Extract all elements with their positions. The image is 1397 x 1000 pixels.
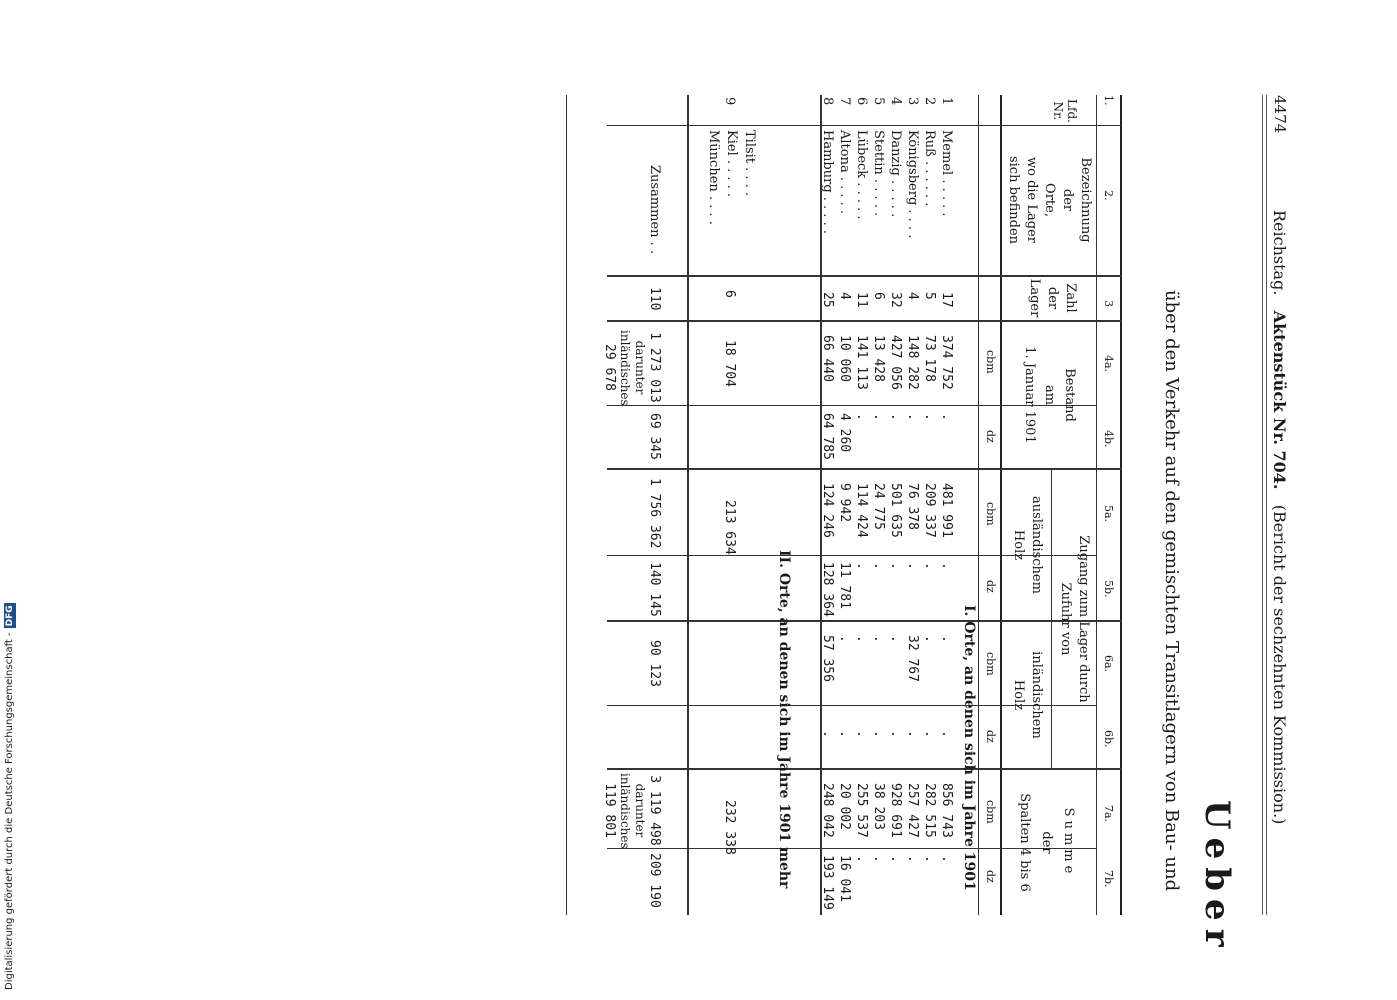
total-label: Zusammen . . xyxy=(647,165,662,255)
header-rule xyxy=(1266,95,1267,915)
row-1-c7b: . xyxy=(939,855,954,863)
row-2-c7b: . xyxy=(922,855,937,863)
row-1-c4a: 374 752 xyxy=(939,335,954,390)
row-4-c4a: 427 056 xyxy=(888,335,903,390)
row-3-c5b: . xyxy=(905,562,920,570)
total-4a xyxy=(602,330,662,405)
hdr-bezeichnung xyxy=(1004,130,1094,270)
total-4b: 69 345 xyxy=(647,413,662,460)
row-3-c6b: . xyxy=(905,730,920,738)
row-3-c5a: 76 378 xyxy=(905,483,920,530)
unit-4a: cbm xyxy=(984,350,997,374)
row-8-c7b: 193 149 xyxy=(820,855,835,910)
hdr-zugang-2: Zufuhr von xyxy=(1058,582,1073,656)
row-5-zahl: 6 xyxy=(871,292,886,300)
running-head-left: Reichstag. xyxy=(1270,210,1289,296)
total-6a: 90 123 xyxy=(647,640,662,687)
row-8-c5a: 124 246 xyxy=(820,483,835,538)
unit-7a: cbm xyxy=(984,800,997,824)
row-7-c6b: . xyxy=(837,730,852,738)
hdr-lager: Lager xyxy=(1027,278,1042,318)
colnum-4b: 4b. xyxy=(1102,430,1115,448)
row-6-zahl: 11 xyxy=(854,292,869,308)
running-head-doc: Aktenstück Nr. 704. xyxy=(1270,310,1289,490)
hdr-inlaendisch xyxy=(1009,622,1045,768)
total-4a-value: 1 273 013 xyxy=(647,332,662,403)
row-8-place: Hamburg . . . . . xyxy=(820,130,835,234)
row-2-c5a: 209 337 xyxy=(922,483,937,538)
row-7-nr: 7 xyxy=(837,97,852,106)
hdr-zahl-lager xyxy=(1025,276,1079,320)
row-1-c5b: . xyxy=(939,562,954,570)
row-2-c6b: . xyxy=(922,730,937,738)
row-4-c6a: . xyxy=(888,635,903,643)
running-head-report: (Bericht der sechzehnten Kommission.) xyxy=(1270,504,1289,825)
hdr-auslaendisch xyxy=(1009,470,1045,620)
row-4-c4b: . xyxy=(888,413,903,421)
row-9-5a: 213 634 xyxy=(722,500,737,555)
row-1-zahl: 17 xyxy=(939,292,954,308)
table-top-rule xyxy=(1120,95,1122,915)
colnum-3: 3 xyxy=(1102,300,1115,307)
row-8-c6a: 57 356 xyxy=(820,635,835,682)
colnum-7a: 7a. xyxy=(1102,805,1115,823)
row-5-c6b: . xyxy=(871,730,886,738)
hdr-zahl: Zahl xyxy=(1063,283,1078,313)
hdr-bestand-3: 1. Januar 1901 xyxy=(1022,346,1037,444)
colnum-7b: 7b. xyxy=(1102,870,1115,888)
title-sub: über den Verkehr auf den gemischten Transitlagern von Bau- und xyxy=(1161,290,1182,892)
hdr-summe xyxy=(1013,770,1079,915)
colnum-rule xyxy=(1096,95,1097,915)
row-2-c6a: . xyxy=(922,635,937,643)
colnum-4a: 4a. xyxy=(1102,355,1115,373)
hdr-summe-3: Spalten 4 bis 6 xyxy=(1017,793,1032,892)
row-5-c6a: . xyxy=(871,635,886,643)
row-4-c5a: 501 635 xyxy=(888,483,903,538)
hdr-inl-1: inländischem xyxy=(1029,651,1044,739)
row-3-zahl: 4 xyxy=(905,292,920,300)
row-9-zahl: 6 xyxy=(722,290,737,298)
row-1-c6b: . xyxy=(939,730,954,738)
header-rule-2 xyxy=(1262,95,1263,915)
row-4-nr: 4 xyxy=(888,97,903,106)
unit-7b: dz xyxy=(984,870,997,883)
row-2-c4b: . xyxy=(922,413,937,421)
colnum-1: 1. xyxy=(1102,95,1115,106)
vrule-1 xyxy=(607,125,1122,126)
hdr-bez-4: wo die Lager xyxy=(1024,156,1039,243)
row-8-nr: 8 xyxy=(820,97,835,106)
row-2-c7a: 282 515 xyxy=(922,783,937,838)
row-2-nr: 2 xyxy=(922,97,937,106)
row-2-c4a: 73 178 xyxy=(922,335,937,382)
hdr-bestand xyxy=(1019,322,1079,468)
row-6-c7a: 255 537 xyxy=(854,783,869,838)
row-6-c5b: . xyxy=(854,562,869,570)
row-7-c5b: 11 781 xyxy=(837,562,852,609)
hdr-bestand-2: am xyxy=(1042,384,1057,406)
total-7a-inland-value: 119 801 xyxy=(602,783,617,838)
row-1-place: Memel . . . . . xyxy=(939,130,954,217)
row-6-c7b: . xyxy=(854,855,869,863)
colnum-2: 2. xyxy=(1102,190,1115,201)
hdr-bez-1: Bezeichnung xyxy=(1078,157,1093,243)
row-4-c5b: . xyxy=(888,562,903,570)
row-7-place: Altona . . . . . xyxy=(837,130,852,215)
hdr-der: der xyxy=(1045,286,1060,310)
row-7-c6a: . xyxy=(837,635,852,643)
row-4-place: Danzig . . . . . xyxy=(888,130,903,218)
row-8-c7a: 248 042 xyxy=(820,783,835,838)
row-5-c5b: . xyxy=(871,562,886,570)
total-7a-inland: inländisches xyxy=(618,773,632,849)
row-8-c5b: 128 364 xyxy=(820,562,835,617)
row-3-c4a: 148 282 xyxy=(905,335,920,390)
row-9-nr: 9 xyxy=(722,97,737,106)
row-5-c7a: 38 203 xyxy=(871,783,886,830)
hdr-bez-5: sich befinden xyxy=(1006,155,1021,245)
hdr-lfd: Lfd. xyxy=(1065,99,1079,123)
colnum-5b: 5b. xyxy=(1102,580,1115,598)
total-5a: 1 756 362 xyxy=(647,478,662,549)
section-1-bottom-rule xyxy=(820,95,822,915)
row-5-c4a: 13 428 xyxy=(871,335,886,382)
total-4a-inland-value: 29 678 xyxy=(602,344,617,391)
unit-6a: cbm xyxy=(984,652,997,676)
row-2-zahl: 5 xyxy=(922,292,937,300)
row-7-zahl: 4 xyxy=(837,292,852,300)
row-6-c5a: 114 424 xyxy=(854,483,869,538)
row-6-place: Lübeck . . . . . xyxy=(854,130,869,220)
hdr-bestand-1: Bestand xyxy=(1062,368,1077,422)
hdr-lfd-nr xyxy=(1051,97,1079,125)
colnum-5a: 5a. xyxy=(1102,505,1115,523)
row-2-place: Ruß . . . . . . xyxy=(922,130,937,207)
row-5-c7b: . xyxy=(871,855,886,863)
hdr-ausl-2: Holz xyxy=(1011,529,1026,561)
row-9-place-3: München . . . . xyxy=(706,130,721,225)
total-4a-darunter: darunter xyxy=(633,340,647,395)
unit-5b: dz xyxy=(984,580,997,593)
section-2-heading: II. Orte, an denen sich im Jahre 1901 mehr xyxy=(776,550,792,889)
hdr-zugang-1: Zugang zum Lager durch xyxy=(1076,535,1091,703)
row-2-c5b: . xyxy=(922,562,937,570)
total-7b: 209 190 xyxy=(647,853,662,908)
row-5-c5a: 24 775 xyxy=(871,483,886,530)
row-6-c6b: . xyxy=(854,730,869,738)
title-big: Ueber xyxy=(1197,800,1237,955)
total-4a-inland: inländisches xyxy=(618,330,632,406)
row-6-nr: 6 xyxy=(854,97,869,106)
units-rule xyxy=(978,95,979,915)
hdr-ausl-1: ausländischem xyxy=(1029,496,1044,594)
hdr-bez-2: der xyxy=(1060,188,1075,212)
unit-4b: dz xyxy=(984,430,997,443)
zugang-rule xyxy=(1051,470,1052,768)
row-4-c7a: 928 691 xyxy=(888,783,903,838)
row-6-c4a: 141 113 xyxy=(854,335,869,390)
row-7-c5a: 9 942 xyxy=(837,483,852,523)
page-number: 4474 xyxy=(1271,95,1289,134)
row-1-c7a: 856 743 xyxy=(939,783,954,838)
row-8-c4a: 66 440 xyxy=(820,335,835,382)
colnum-6a: 6a. xyxy=(1102,655,1115,673)
row-4-c6b: . xyxy=(888,730,903,738)
row-9-place-1: Tilsit . . . . xyxy=(742,130,757,197)
row-3-c7a: 257 427 xyxy=(905,783,920,838)
row-8-c4b: 64 785 xyxy=(820,413,835,460)
row-8-zahl: 25 xyxy=(820,292,835,308)
section-2-bottom-rule xyxy=(687,95,689,915)
unit-6b: dz xyxy=(984,730,997,743)
row-9-7a: 232 338 xyxy=(722,800,737,855)
row-6-c6a: . xyxy=(854,635,869,643)
hdr-nr: Nr. xyxy=(1051,101,1065,121)
digitization-credit-text: Digitalisierung gefördert durch die Deutsche Forschungsgemeinschaft - xyxy=(4,632,15,990)
hdr-summe-1: Summe xyxy=(1061,807,1076,878)
row-3-nr: 3 xyxy=(905,97,920,106)
row-9-4a: 18 704 xyxy=(722,340,737,387)
total-zahl: 110 xyxy=(647,287,662,311)
row-6-c4b: . xyxy=(854,413,869,421)
row-7-c4a: 10 060 xyxy=(837,335,852,382)
row-7-c7a: 20 002 xyxy=(837,783,852,830)
total-7a-darunter: darunter xyxy=(633,783,647,838)
hdr-summe-2: der xyxy=(1039,831,1054,854)
row-9-place-2: Kiel . . . . . xyxy=(724,130,739,198)
row-7-c4b: 4 260 xyxy=(837,413,852,453)
header-bottom-rule xyxy=(1000,95,1002,915)
row-1-c5a: 481 991 xyxy=(939,483,954,538)
table-bottom-rule xyxy=(566,95,567,915)
section-1-heading: I. Orte, an denen sich im Jahre 1901 xyxy=(961,605,977,891)
row-3-c4b: . xyxy=(905,413,920,421)
row-5-c4b: . xyxy=(871,413,886,421)
hdr-bez-3: Orte, xyxy=(1042,183,1057,217)
total-7a-value: 3 119 498 xyxy=(647,775,662,846)
total-7a xyxy=(602,773,662,848)
row-3-c6a: 32 767 xyxy=(905,635,920,682)
colnum-6b: 6b. xyxy=(1102,730,1115,748)
row-4-zahl: 32 xyxy=(888,292,903,308)
row-5-place: Stettin . . . . . xyxy=(871,130,886,217)
row-1-nr: 1 xyxy=(939,97,954,106)
unit-5a: cbm xyxy=(984,502,997,526)
row-3-c7b: . xyxy=(905,855,920,863)
row-3-place: Königsberg . . . . xyxy=(905,130,920,239)
row-5-nr: 5 xyxy=(871,97,886,106)
hdr-inl-2: Holz xyxy=(1011,679,1026,711)
row-8-c6b: . xyxy=(820,730,835,738)
hdr-zugang xyxy=(1056,470,1092,768)
row-4-c7b: . xyxy=(888,855,903,863)
total-5b: 140 145 xyxy=(647,562,662,617)
row-1-c4b: . xyxy=(939,413,954,421)
dfg-logo: DFG xyxy=(5,605,15,627)
running-head xyxy=(1270,210,1289,824)
row-7-c7b: 16 041 xyxy=(837,855,852,902)
row-1-c6a: . xyxy=(939,635,954,643)
